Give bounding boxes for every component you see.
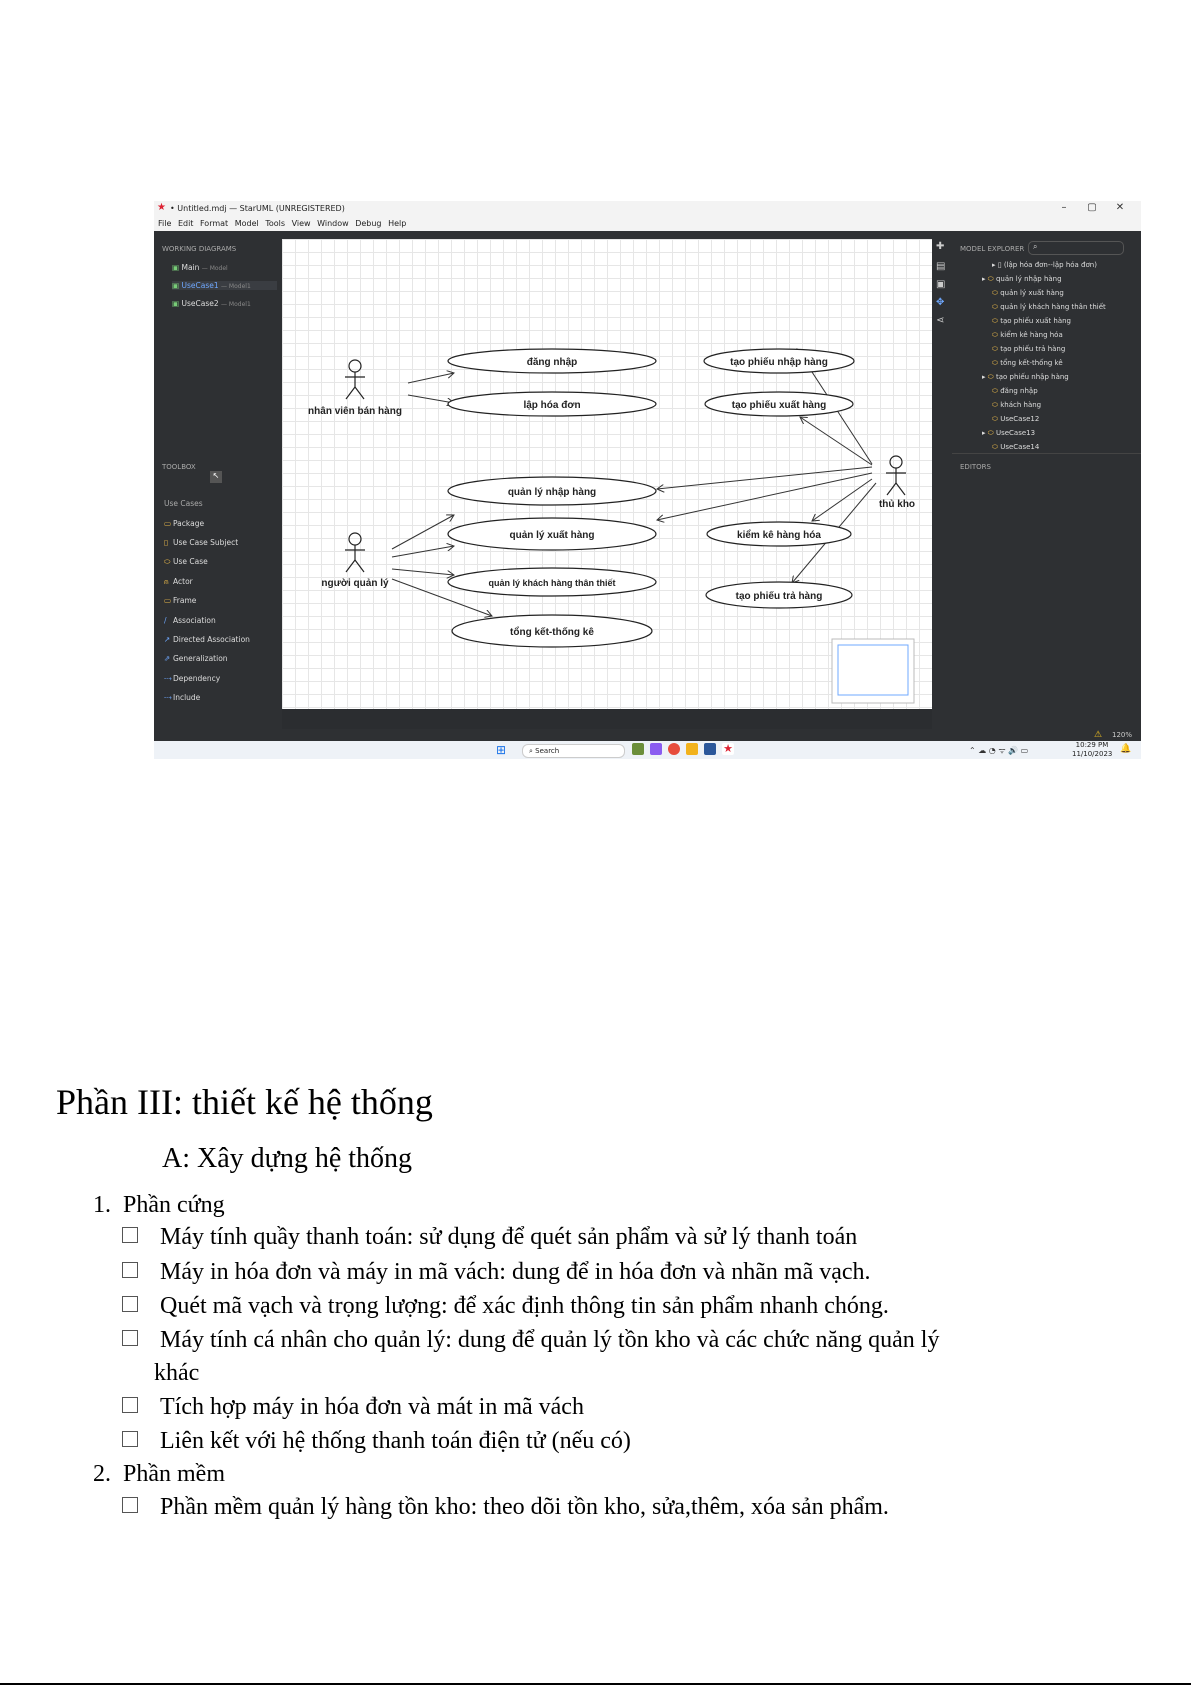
list-item-continuation: khác [154, 1360, 200, 1386]
tool-dependency[interactable]: ⤏Dependency [164, 674, 221, 683]
usecase-diagram [282, 239, 932, 709]
list-title: Phần cứng [123, 1192, 225, 1218]
list-number: 1. Phần cứng [93, 1192, 225, 1218]
left-panel [154, 231, 282, 729]
minimize-icon[interactable]: – [1061, 202, 1067, 213]
usecase-label: quản lý khách hàng thân thiết [488, 578, 616, 588]
notification-bell-icon[interactable]: 🔔 [1120, 744, 1132, 754]
minimap [832, 639, 914, 703]
section-heading: Phần III: thiết kế hệ thống [56, 1082, 433, 1122]
menu-bar [154, 217, 1141, 231]
usecase-label: tạo phiếu xuất hàng [731, 400, 827, 411]
windows-taskbar [154, 741, 1141, 759]
close-icon[interactable]: ✕ [1115, 202, 1125, 213]
usecase-label: kiểm kê hàng hóa [737, 530, 821, 541]
tool-directed-association[interactable]: ↗ Directed Association [164, 635, 250, 644]
checkbox-bullet-icon [122, 1296, 138, 1312]
actor-icon: ⍝ [164, 577, 169, 586]
list-item: Quét mã vạch và trọng lượng: để xác định thông tin sản phẩm nhanh chóng. [122, 1291, 889, 1321]
tool-include[interactable]: ⤏Include [164, 693, 201, 702]
list-item: Máy in hóa đơn và máy in mã vách: dung để in hóa đơn và nhãn mã vạch. [122, 1257, 871, 1287]
usecase-label: đăng nhập [526, 357, 578, 368]
menu-tools[interactable]: Tools [265, 219, 286, 228]
word-icon[interactable] [704, 743, 716, 755]
checkbox-bullet-icon [122, 1497, 138, 1513]
editors-title: EDITORS [960, 463, 991, 471]
actor-label: người quản lý [321, 578, 389, 589]
window-titlebar [154, 201, 1141, 217]
pointer-tool-icon[interactable]: ↖ [210, 471, 222, 483]
list-number: 2. Phần mềm [93, 1461, 225, 1487]
tool-actor[interactable]: ⍝ Actor [164, 577, 193, 586]
actor-label: thủ kho [878, 499, 916, 510]
checkbox-bullet-icon [122, 1262, 138, 1278]
frame-icon: ▭ [164, 596, 172, 605]
usecase-label: quản lý nhập hàng [507, 487, 597, 498]
usecase-label: tạo phiếu trả hàng [735, 591, 823, 602]
vertical-toolbar [932, 231, 952, 729]
tool-generalization[interactable]: ⇗ Generalization [164, 654, 228, 663]
model-tree-item[interactable]: ⬭ UseCase12 [992, 415, 1040, 423]
dependency-icon: ⤏ [164, 674, 172, 683]
include-icon: ⤏ [164, 693, 172, 702]
markdown-icon[interactable]: ▣ [936, 279, 946, 290]
menu-window[interactable]: Window [317, 219, 349, 228]
menu-file[interactable]: File [158, 219, 172, 228]
taskbar-search-input[interactable]: ⌕ Search [522, 744, 625, 758]
list-title: Phần mềm [123, 1461, 225, 1487]
menu-format[interactable]: Format [199, 219, 229, 228]
chrome-icon[interactable] [668, 743, 680, 755]
usecase-label: quản lý xuất hàng [509, 530, 595, 541]
search-icon: ⌕ [529, 747, 536, 755]
model-tree-item[interactable]: ⬭ quản lý xuất hàng [992, 289, 1064, 297]
staruml-logo-icon: ★ [157, 202, 166, 213]
list-item: Máy tính quầy thanh toán: sử dụng để quét sản phẩm và sử lý thanh toán [122, 1222, 857, 1252]
model-search-input[interactable]: ⌕ [1028, 241, 1124, 255]
menu-edit[interactable]: Edit [177, 219, 194, 228]
model-tree-item[interactable]: ⬭ khách hàng [992, 401, 1042, 409]
model-tree-item[interactable]: ⬭ quản lý khách hàng thân thiết [992, 303, 1106, 311]
working-diagrams-title: WORKING DIAGRAMS [162, 245, 237, 253]
list-item: Tích hợp máy in hóa đơn và mát in mã vách [122, 1392, 584, 1422]
subject-icon: ▯ [164, 538, 169, 547]
usecase-label: tạo phiếu nhập hàng [730, 357, 828, 368]
layout-icon[interactable]: ▤ [936, 261, 946, 272]
toolbox-group[interactable]: Use Cases [164, 499, 203, 508]
usecase-label: lập hóa đơn [523, 400, 581, 411]
directed-association-icon: ↗ [164, 635, 171, 644]
model-tree-item[interactable]: ⬭ tạo phiếu xuất hàng [992, 317, 1071, 325]
usecase-label: tổng kết-thống kê [510, 627, 594, 638]
maximize-icon[interactable]: ▢ [1087, 202, 1097, 213]
checkbox-bullet-icon [122, 1397, 138, 1413]
menu-help[interactable]: Help [388, 219, 407, 228]
diagram-item-usecase2[interactable]: ▣ UseCase2 — Model1 [172, 299, 251, 308]
menu-debug[interactable]: Debug [355, 219, 382, 228]
zoom-level[interactable]: 120% [1112, 731, 1133, 739]
toolbox-title: TOOLBOX [162, 463, 196, 471]
status-bar [154, 729, 1141, 741]
usecase-icon: ⬭ [164, 557, 171, 566]
diagram-canvas[interactable] [282, 239, 932, 709]
tool-frame[interactable]: ▭ Frame [164, 596, 197, 605]
list-item: Phần mềm quản lý hàng tồn kho: theo dõi tồn kho, sửa,thêm, xóa sản phẩm. [122, 1492, 889, 1522]
model-explorer-title: MODEL EXPLORER [960, 245, 1025, 253]
list-item: Máy tính cá nhân cho quản lý: dung để quản lý tồn kho và các chức năng quản lý [122, 1325, 939, 1355]
file-explorer-icon[interactable] [686, 743, 698, 755]
model-tree-item[interactable]: ⬭ tạo phiếu trả hàng [992, 345, 1066, 353]
checkbox-bullet-icon [122, 1330, 138, 1346]
association-icon: / [164, 616, 167, 625]
taskbar-time[interactable]: 10:29 PM [1075, 741, 1109, 749]
tool-package[interactable]: ▭ Package [164, 519, 205, 528]
tool-usecase-subject[interactable]: ▯ Use Case Subject [164, 538, 239, 547]
tool-usecase[interactable]: ⬭ Use Case [164, 557, 208, 566]
actor-label: nhân viên bán hàng [308, 406, 402, 417]
model-tree-item[interactable]: ⬭ UseCase14 [992, 443, 1040, 451]
copilot-icon[interactable] [650, 743, 662, 755]
menu-view[interactable]: View [291, 219, 311, 228]
windows-start-icon[interactable]: ⊞ [496, 743, 507, 757]
model-tree-item[interactable]: ▸ ⬭ tạo phiếu nhập hàng [982, 373, 1069, 381]
model-tree-item[interactable]: ▸ ⬭ quản lý nhập hàng [982, 275, 1062, 283]
list-item: Liên kết với hệ thống thanh toán điện tử (nếu có) [122, 1426, 631, 1456]
model-tree-item[interactable]: ▸ ▯ (lập hóa đơn--lập hóa đơn) [992, 261, 1097, 269]
app-screenshot [154, 201, 1141, 759]
share-icon[interactable]: ⋖ [936, 315, 945, 326]
subsection-heading: A: Xây dựng hệ thống [162, 1143, 413, 1174]
system-tray-icons[interactable]: ⌃ ☁ ◔ ᯤ 🔊 ▭ [969, 746, 1029, 755]
warning-icon[interactable]: ⚠ [1094, 730, 1103, 740]
diagram-item-usecase1[interactable]: ▣ UseCase1 — Model1 [172, 281, 277, 290]
diagram-item-main[interactable]: ▣ Main — Model [172, 263, 228, 272]
taskbar-date[interactable]: 11/10/2023 [1072, 750, 1113, 758]
checkbox-bullet-icon [122, 1227, 138, 1243]
staruml-taskbar-icon[interactable]: ★ [723, 742, 733, 755]
widgets-icon[interactable] [632, 743, 644, 755]
menu-model[interactable]: Model [234, 219, 259, 228]
model-tree-item[interactable]: ⬭ kiểm kê hàng hóa [992, 331, 1063, 339]
window-title: • Untitled.mdj — StarUML (UNREGISTERED) [170, 204, 345, 213]
right-panel [952, 231, 1141, 729]
model-tree-item[interactable]: ▸ ⬭ UseCase13 [982, 429, 1036, 437]
package-icon: ▭ [164, 519, 172, 528]
model-tree-item[interactable]: ⬭ đăng nhập [992, 387, 1038, 395]
extension-icon[interactable]: ✚ [936, 241, 945, 252]
generalization-icon: ⇗ [164, 654, 171, 663]
canvas-header [282, 231, 932, 239]
tool-association[interactable]: / Association [164, 616, 216, 625]
checkbox-bullet-icon [122, 1431, 138, 1447]
navigator-icon[interactable]: ✥ [936, 297, 945, 308]
model-tree-item[interactable]: ⬭ tổng kết-thống kê [992, 359, 1063, 367]
